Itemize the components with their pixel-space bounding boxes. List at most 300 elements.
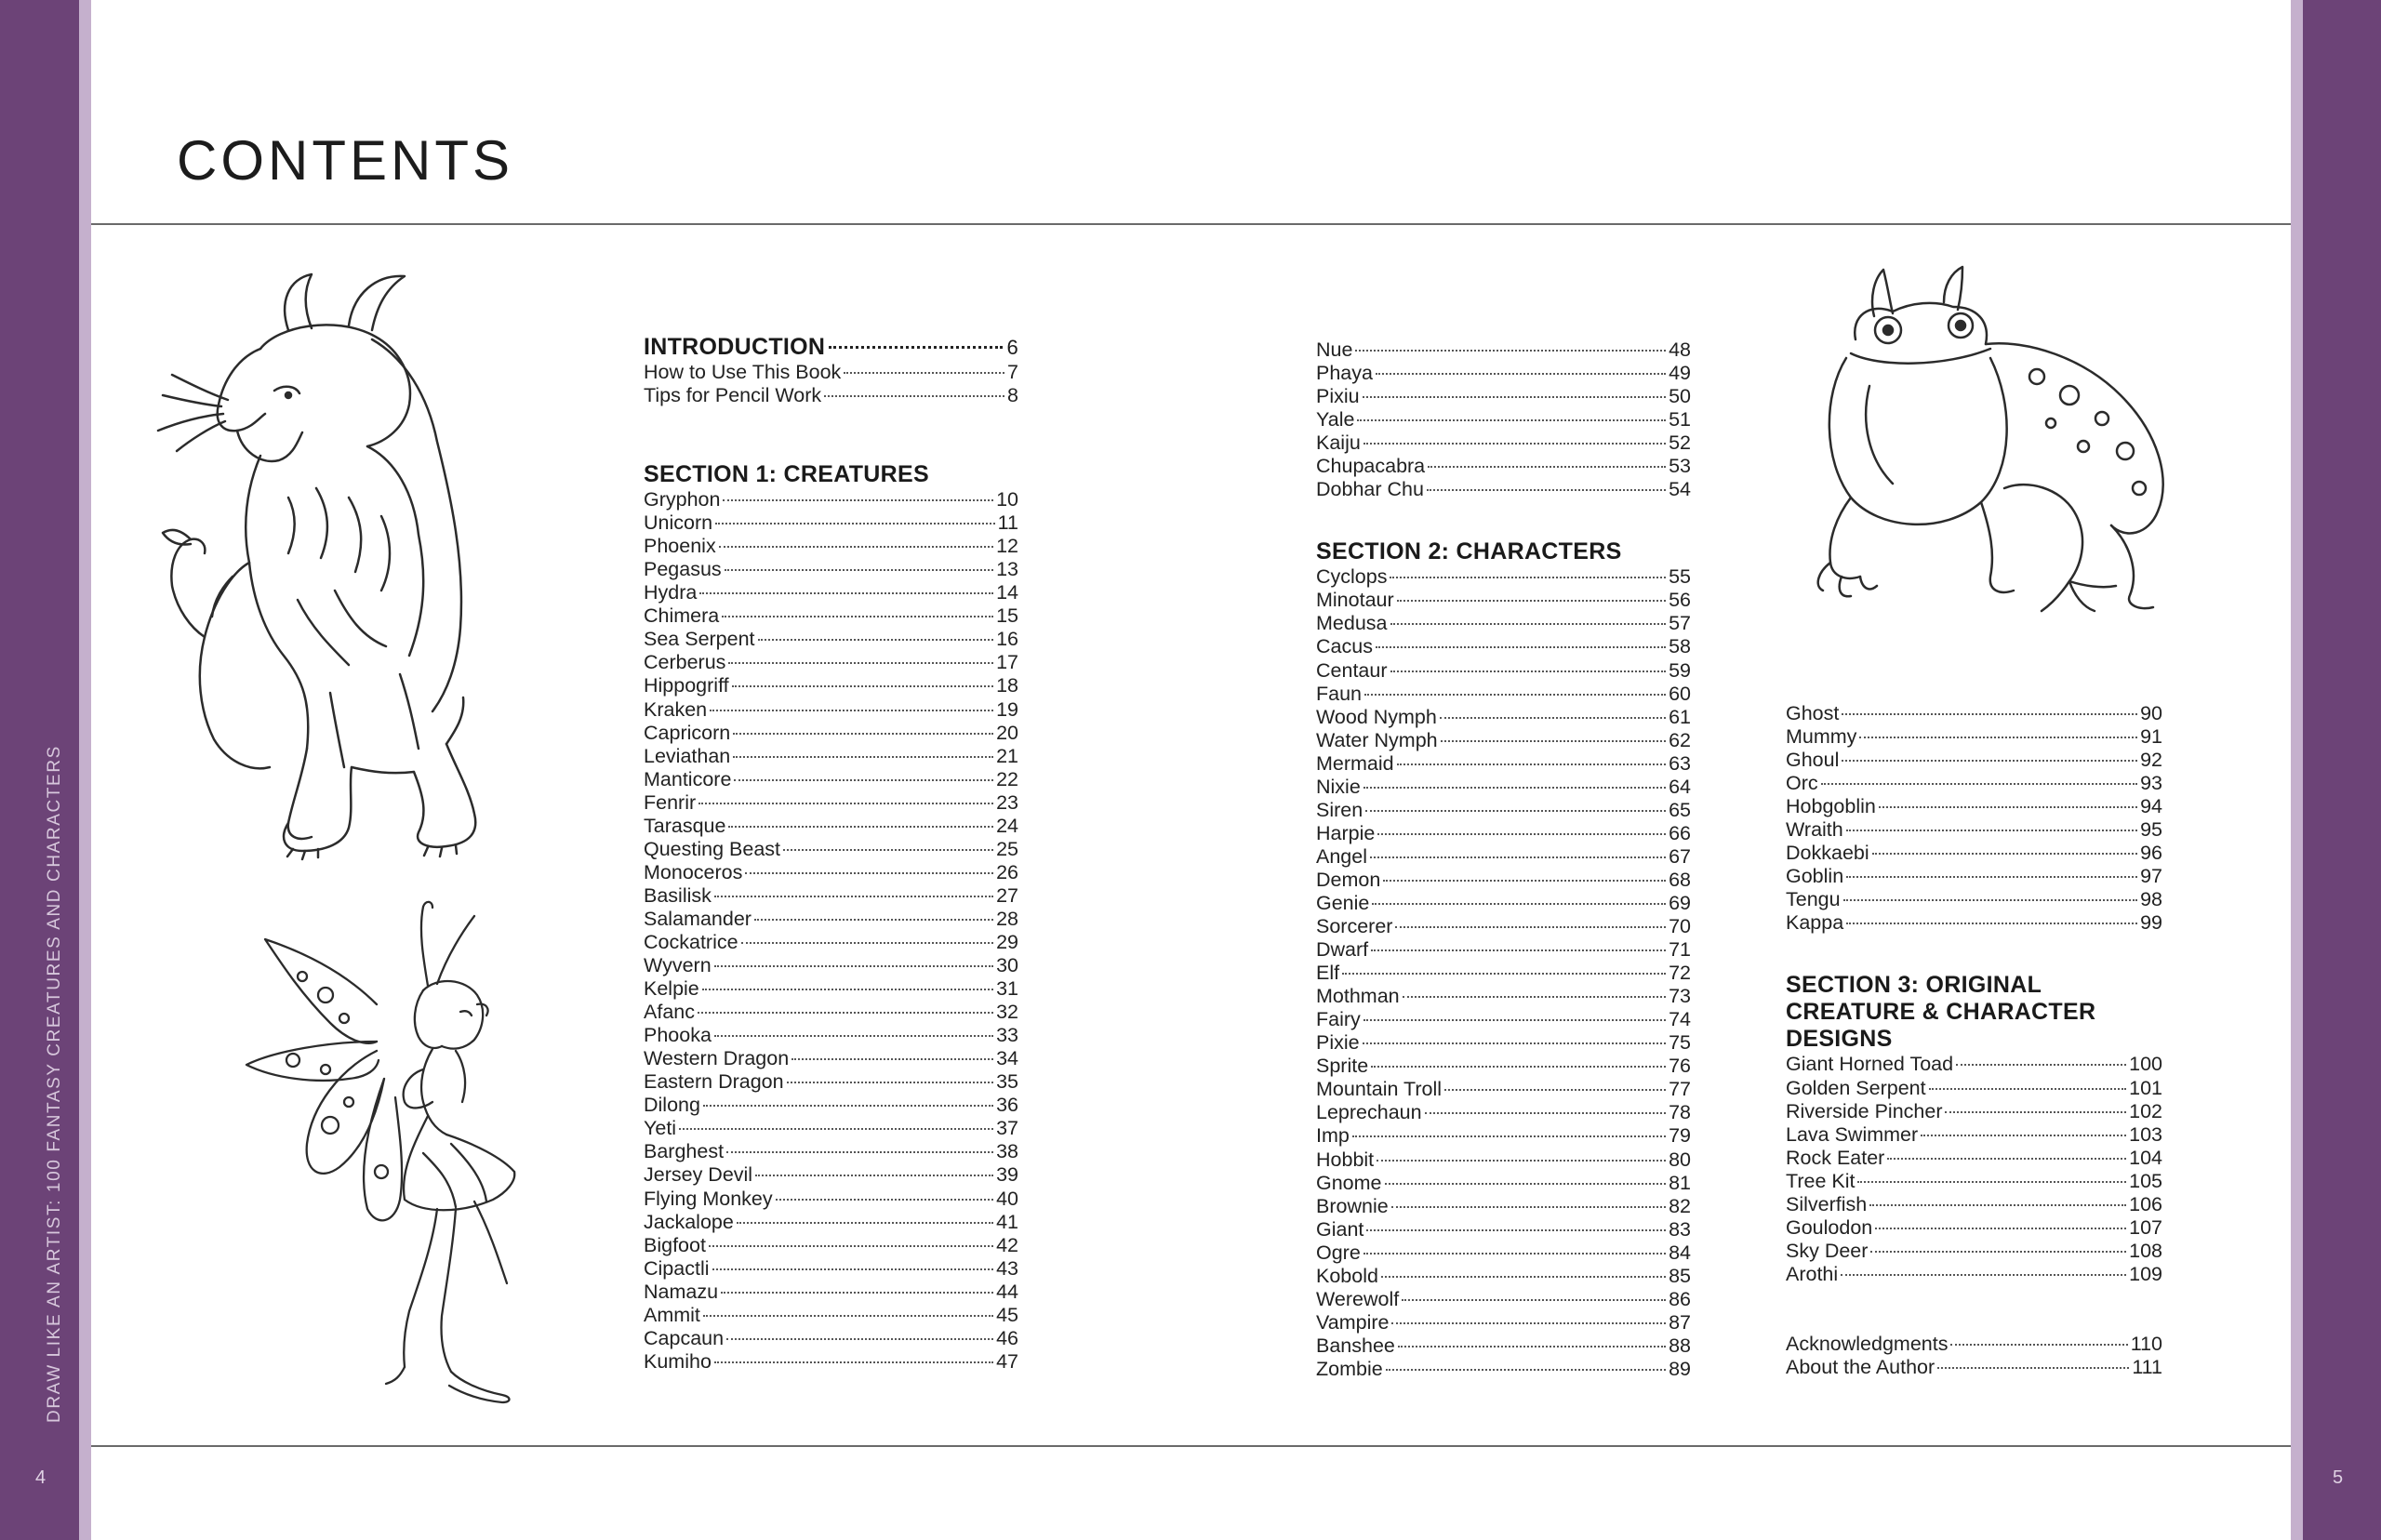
toc-entry[interactable] [1786,1333,2162,1356]
dot-leader [1425,1112,1667,1114]
toc-entry[interactable] [1316,1241,1691,1265]
toc-entry[interactable] [1786,1193,2162,1216]
dot-leader [1390,670,1667,672]
entry-page-number: 11 [997,511,1018,535]
entry-page-number: 22 [996,767,1018,790]
entry-title: Bigfoot [644,1233,706,1256]
toc-entry[interactable] [1316,1334,1691,1358]
entry-page-number: 36 [996,1094,1018,1117]
entry-page-number: 43 [996,1256,1018,1280]
entry-page-number: 35 [996,1070,1018,1094]
entry-title: Kaiju [1316,431,1361,455]
entry-page-number: 98 [2140,888,2162,911]
entry-title: Tips for Pencil Work [644,384,822,407]
entry-page-number: 111 [2132,1355,2162,1378]
dot-leader [728,826,993,828]
toc-entry[interactable] [644,1234,1018,1257]
entry-page-number: 70 [1669,915,1691,938]
entry-title: Kelpie [644,977,699,1001]
toc-entry[interactable] [1316,1172,1691,1195]
toc-entry[interactable] [1316,478,1691,501]
entry-page-number: 80 [1669,1148,1691,1171]
toc-entry[interactable] [644,1001,1018,1024]
dot-leader [1875,1228,2126,1229]
entry-title: Medusa [1316,612,1388,635]
entry-title: Manticore [644,767,732,790]
dot-leader [1444,1089,1666,1091]
dot-leader [714,1035,993,1037]
toc-entry[interactable] [644,488,1018,511]
dot-leader [1390,623,1667,625]
entry-title: Kraken [644,697,708,721]
entry-page-number: 55 [1669,565,1691,589]
toc-entry[interactable] [1786,888,2162,911]
entry-page-number: 71 [1669,938,1691,962]
dot-leader [783,849,993,851]
toc-entry[interactable] [1786,1240,2162,1263]
toc-entry[interactable] [1316,1358,1691,1381]
entry-page-number: 81 [1669,1171,1691,1194]
entry-title: Gnome [1316,1171,1382,1194]
entry-page-number: 78 [1669,1101,1691,1124]
dot-leader [1381,1276,1666,1278]
entry-title: Werewolf [1316,1287,1400,1310]
entry-page-number: 47 [996,1349,1018,1373]
entry-page-number: 105 [2129,1169,2162,1192]
entry-page-number: 18 [996,674,1018,697]
dot-leader [1403,996,1666,998]
entry-title: Siren [1316,798,1363,821]
entry-page-number: 64 [1669,775,1691,798]
toc-entry[interactable] [1316,915,1691,938]
dot-leader [754,919,993,921]
toc-entry[interactable] [1316,1078,1691,1101]
entry-title: Nue [1316,339,1353,361]
toc-entry[interactable] [1316,752,1691,776]
entry-page-number: 21 [996,744,1018,767]
entry-title: Phoenix [644,535,716,558]
dot-leader [1398,1346,1666,1348]
toc-entry[interactable] [644,651,1018,674]
entry-title: Tree Kit [1786,1169,1856,1192]
dot-leader [1937,1367,2129,1369]
entry-page-number: 90 [2140,702,2162,724]
toc-entry[interactable] [644,931,1018,954]
entry-page-number: 23 [996,790,1018,814]
dot-leader [1821,783,2137,785]
entry-title: Cyclops [1316,565,1388,589]
entry-page-number: 96 [2140,842,2162,865]
page-title: CONTENTS [177,129,513,192]
toc-entry[interactable] [1786,1053,2162,1076]
toc-entry[interactable] [644,1257,1018,1281]
dot-leader [703,1315,993,1317]
toc-entry[interactable] [644,674,1018,697]
entry-title: Dwarf [1316,938,1369,962]
toc-entry[interactable] [644,581,1018,604]
entry-page-number: 87 [1669,1310,1691,1334]
toc-entry[interactable] [1786,1170,2162,1193]
toc-entry[interactable] [1316,1195,1691,1218]
entry-page-number: 110 [2130,1332,2162,1355]
entry-title: Fenrir [644,790,697,814]
dot-leader [1355,350,1666,352]
toc-entry[interactable] [1316,1031,1691,1055]
toc-entry[interactable] [644,884,1018,908]
toc-entry[interactable] [644,1024,1018,1047]
dot-leader [1402,1299,1666,1301]
entry-title: Eastern Dragon [644,1070,784,1094]
toc-entry[interactable] [644,628,1018,651]
left-purple-band [0,0,79,1540]
dot-leader [741,942,994,944]
entry-page-number: 59 [1669,658,1691,682]
entry-title: Zombie [1316,1357,1383,1380]
toc-entry[interactable] [644,1188,1018,1211]
entry-page-number: 83 [1669,1217,1691,1241]
introduction-list [644,361,1018,407]
section-3-list [1786,1053,2162,1285]
entry-title: Centaur [1316,658,1388,682]
entry-page-number: 7 [1007,361,1018,383]
dot-leader [1371,949,1666,951]
entry-page-number: 77 [1669,1078,1691,1101]
toc-entry[interactable] [1316,612,1691,635]
entry-page-number: 72 [1669,962,1691,985]
dot-leader [1887,1158,2126,1160]
dot-leader [703,1105,993,1107]
entry-page-number: 52 [1669,431,1691,455]
toc-entry[interactable] [1316,339,1691,362]
entry-title: Vampire [1316,1310,1390,1334]
toc-entry[interactable] [1316,1148,1691,1172]
toc-entry[interactable] [1316,589,1691,612]
dot-leader [723,499,993,501]
toc-entry[interactable] [1316,1265,1691,1288]
dot-leader [728,662,993,664]
entry-title: Dobhar Chu [1316,478,1424,501]
entry-page-number: 29 [996,930,1018,953]
toc-entry[interactable] [1316,1101,1691,1124]
entry-page-number: 42 [996,1233,1018,1256]
dot-leader [737,1222,993,1224]
toc-entry[interactable] [1316,1288,1691,1311]
toc-entry[interactable] [1316,683,1691,706]
entry-title: Faun [1316,682,1363,705]
toc-entry[interactable] [1786,795,2162,818]
toc-entry[interactable] [644,1047,1018,1070]
dot-leader [1441,740,1666,742]
entry-page-number: 65 [1669,798,1691,821]
section-2-heading[interactable]: SECTION 2: CHARACTERS [1316,538,1622,565]
dot-leader [1391,1206,1666,1208]
top-divider [91,223,2291,225]
dot-leader [726,1338,993,1340]
toc-entry[interactable] [1316,776,1691,799]
toc-entry[interactable] [644,791,1018,815]
toc-entry[interactable] [1316,1124,1691,1148]
entry-title: Yale [1316,408,1355,431]
entry-page-number: 27 [996,883,1018,907]
dot-leader [712,1268,994,1270]
toc-entry[interactable] [644,977,1018,1001]
toc-entry[interactable] [644,1140,1018,1163]
toc-entry[interactable] [1316,385,1691,408]
section-3-heading[interactable]: SECTION 3: ORIGINAL CREATURE & CHARACTER DESIGNS [1786,972,2096,1053]
entry-title: Cockatrice [644,930,738,953]
toc-entry[interactable] [1316,455,1691,478]
toc-entry[interactable] [644,838,1018,861]
dot-leader [1846,876,2137,878]
entry-title: Phooka [644,1024,712,1047]
dot-leader [1366,1229,1666,1231]
entry-title: Cacus [1316,635,1373,658]
entry-page-number: 107 [2129,1215,2162,1239]
left-lavender-strip [79,0,91,1540]
entry-page-number: 13 [996,558,1018,581]
entry-title: Jersey Devil [644,1163,753,1187]
entry-page-number: 30 [996,954,1018,977]
dot-leader [734,779,993,781]
toc-entry[interactable] [644,1070,1018,1094]
dot-leader [1363,1253,1666,1255]
toc-entry[interactable] [644,768,1018,791]
toc-entry[interactable] [1316,1008,1691,1031]
toc-entry[interactable] [644,722,1018,745]
dot-leader [1428,466,1666,468]
entry-title: Mummy [1786,725,1857,749]
entry-title: Acknowledgments [1786,1332,1949,1355]
toc-entry[interactable] [1316,892,1691,915]
entry-page-number: 86 [1669,1287,1691,1310]
entry-page-number: 75 [1669,1031,1691,1055]
toc-entry[interactable] [644,535,1018,558]
entry-page-number: 79 [1669,1124,1691,1148]
bottom-divider [91,1445,2291,1447]
dot-leader [1870,1251,2126,1253]
toc-entry[interactable] [644,698,1018,722]
toc-entry[interactable] [1316,1311,1691,1334]
entry-title: Western Dragon [644,1047,790,1070]
dot-leader [1363,787,1666,789]
dot-leader [1872,853,2137,855]
toc-column-1 [644,334,1018,1374]
entry-page-number: 97 [2140,865,2162,888]
toc-entry[interactable] [1786,749,2162,772]
toc-entry[interactable] [1786,702,2162,725]
toc-entry[interactable] [1786,1216,2162,1240]
entry-title: Imp [1316,1124,1350,1148]
toc-entry[interactable] [644,861,1018,884]
entry-title: Water Nymph [1316,728,1438,751]
dot-leader [714,896,993,897]
entry-page-number: 46 [996,1326,1018,1349]
dot-leader [1427,489,1666,491]
toc-entry[interactable] [1316,729,1691,752]
dot-leader [710,710,993,711]
dot-leader [1391,1322,1666,1324]
toc-entry[interactable] [644,1281,1018,1304]
entry-page-number: 76 [1669,1055,1691,1078]
entry-title: Phaya [1316,362,1373,385]
entry-title: Brownie [1316,1194,1389,1217]
toc-entry[interactable] [644,745,1018,768]
entry-title: Yeti [644,1117,677,1140]
entry-page-number: 38 [996,1140,1018,1163]
section-2-continued-list [1786,702,2162,935]
entry-page-number: 73 [1669,985,1691,1008]
toc-entry[interactable] [644,511,1018,535]
entry-page-number: 62 [1669,728,1691,751]
entry-title: How to Use This Book [644,361,842,383]
entry-page-number: 19 [996,697,1018,721]
entry-page-number: 104 [2129,1146,2162,1169]
toc-entry[interactable] [644,1117,1018,1140]
toc-entry[interactable] [1786,911,2162,935]
toc-entry[interactable] [644,1163,1018,1187]
entry-title: Mountain Troll [1316,1078,1443,1101]
toc-entry[interactable] [1316,869,1691,892]
toc-entry[interactable] [1786,1100,2162,1123]
dot-leader [1440,717,1666,719]
toc-entry[interactable] [1316,799,1691,822]
entry-page-number: 37 [996,1117,1018,1140]
toc-entry[interactable] [1316,659,1691,683]
entry-title: Giant Horned Toad [1786,1053,1954,1076]
entry-title: Ogre [1316,1241,1361,1264]
toc-entry[interactable] [1316,938,1691,962]
dot-leader [1357,419,1666,421]
dot-leader [1843,899,2137,901]
section-1-list [644,488,1018,1374]
entry-page-number: 17 [996,651,1018,674]
entry-title: Silverfish [1786,1192,1868,1215]
toc-entry[interactable] [1316,635,1691,658]
entry-page-number: 33 [996,1024,1018,1047]
entry-title: Ammit [644,1303,700,1326]
toc-entry[interactable] [1316,362,1691,385]
toc-entry[interactable] [644,954,1018,977]
toc-entry[interactable] [1786,1077,2162,1100]
introduction-heading[interactable]: INTRODUCTION 6 [644,334,1018,360]
entry-page-number: 14 [996,581,1018,604]
entry-title: Dokkaebi [1786,842,1869,865]
toc-entry[interactable] [1316,1218,1691,1241]
dot-leader [1371,1066,1666,1068]
entry-page-number: 53 [1669,455,1691,478]
entry-title: Goblin [1786,865,1844,888]
toc-entry[interactable] [644,908,1018,931]
fairy-illustration [237,893,619,1414]
entry-title: Gryphon [644,488,721,511]
toc-entry[interactable] [644,384,1018,407]
dot-leader [745,872,993,874]
entry-title: Afanc [644,1001,695,1024]
dot-leader [1386,1369,1666,1371]
toc-entry[interactable] [1316,1055,1691,1078]
toc-entry[interactable] [644,1211,1018,1234]
dot-leader [1857,1181,2126,1183]
entry-title: Unicorn [644,511,713,535]
entry-title: Ghoul [1786,749,1840,772]
dot-leader [1929,1088,2127,1090]
entry-title: Golden Serpent [1786,1076,1926,1099]
entry-title: Cerberus [644,651,726,674]
toc-entry[interactable] [1786,818,2162,842]
dot-leader [1342,973,1666,975]
toc-entry[interactable] [644,1327,1018,1350]
toc-entry[interactable] [1316,985,1691,1008]
entry-title: Harpie [1316,821,1376,844]
dot-leader [844,372,1004,374]
toc-entry[interactable] [1316,706,1691,729]
toc-entry[interactable] [1316,962,1691,985]
horned-toad-illustration [1804,265,2176,628]
toc-entry[interactable] [1316,431,1691,455]
toc-entry[interactable] [644,1350,1018,1374]
toc-entry[interactable] [644,1094,1018,1117]
toc-entry[interactable] [1786,842,2162,865]
toc-entry[interactable] [1316,408,1691,431]
dot-leader [1846,923,2137,924]
toc-entry[interactable] [1786,865,2162,888]
toc-entry[interactable] [644,604,1018,628]
toc-entry[interactable] [1786,1356,2162,1379]
dot-leader [714,1361,993,1363]
toc-entry[interactable] [1786,1123,2162,1147]
entry-title: Pixie [1316,1031,1360,1055]
toc-entry[interactable] [1316,845,1691,869]
entry-page-number: 109 [2129,1262,2162,1285]
entry-title: Capricorn [644,721,731,744]
entry-title: About the Author [1786,1355,1935,1378]
section-1-heading[interactable]: SECTION 1: CREATURES [644,461,929,488]
toc-entry[interactable] [644,815,1018,838]
entry-title: Kobold [1316,1264,1378,1287]
entry-page-number: 103 [2129,1122,2162,1146]
toc-entry[interactable] [644,361,1018,384]
entry-title: Sky Deer [1786,1239,1869,1262]
entry-title: Pegasus [644,558,722,581]
toc-entry[interactable] [1786,1263,2162,1286]
toc-entry[interactable] [1316,565,1691,589]
entry-title: Mermaid [1316,751,1394,775]
dot-leader [698,1012,993,1014]
entry-page-number: 106 [2129,1192,2162,1215]
toc-entry[interactable] [1786,772,2162,795]
toc-entry[interactable] [1786,1147,2162,1170]
entry-page-number: 8 [1007,384,1018,407]
toc-entry[interactable] [1786,725,2162,749]
dot-leader [824,395,1004,397]
entry-page-number: 108 [2129,1239,2162,1262]
dot-leader [1363,396,1666,398]
dot-leader [1869,1204,2126,1206]
entry-page-number: 56 [1669,589,1691,612]
entry-page-number: 61 [1669,705,1691,728]
toc-entry[interactable] [1316,822,1691,845]
entry-page-number: 28 [996,907,1018,930]
entry-page-number: 89 [1669,1357,1691,1380]
entry-title: Leprechaun [1316,1101,1422,1124]
toc-entry[interactable] [644,1304,1018,1327]
entry-page-number: 93 [2140,772,2162,795]
back-matter-list [1786,1333,2162,1379]
entry-title: Goulodon [1786,1215,1873,1239]
dot-leader [1383,880,1666,882]
entry-title: Minotaur [1316,589,1394,612]
toc-entry[interactable] [644,558,1018,581]
